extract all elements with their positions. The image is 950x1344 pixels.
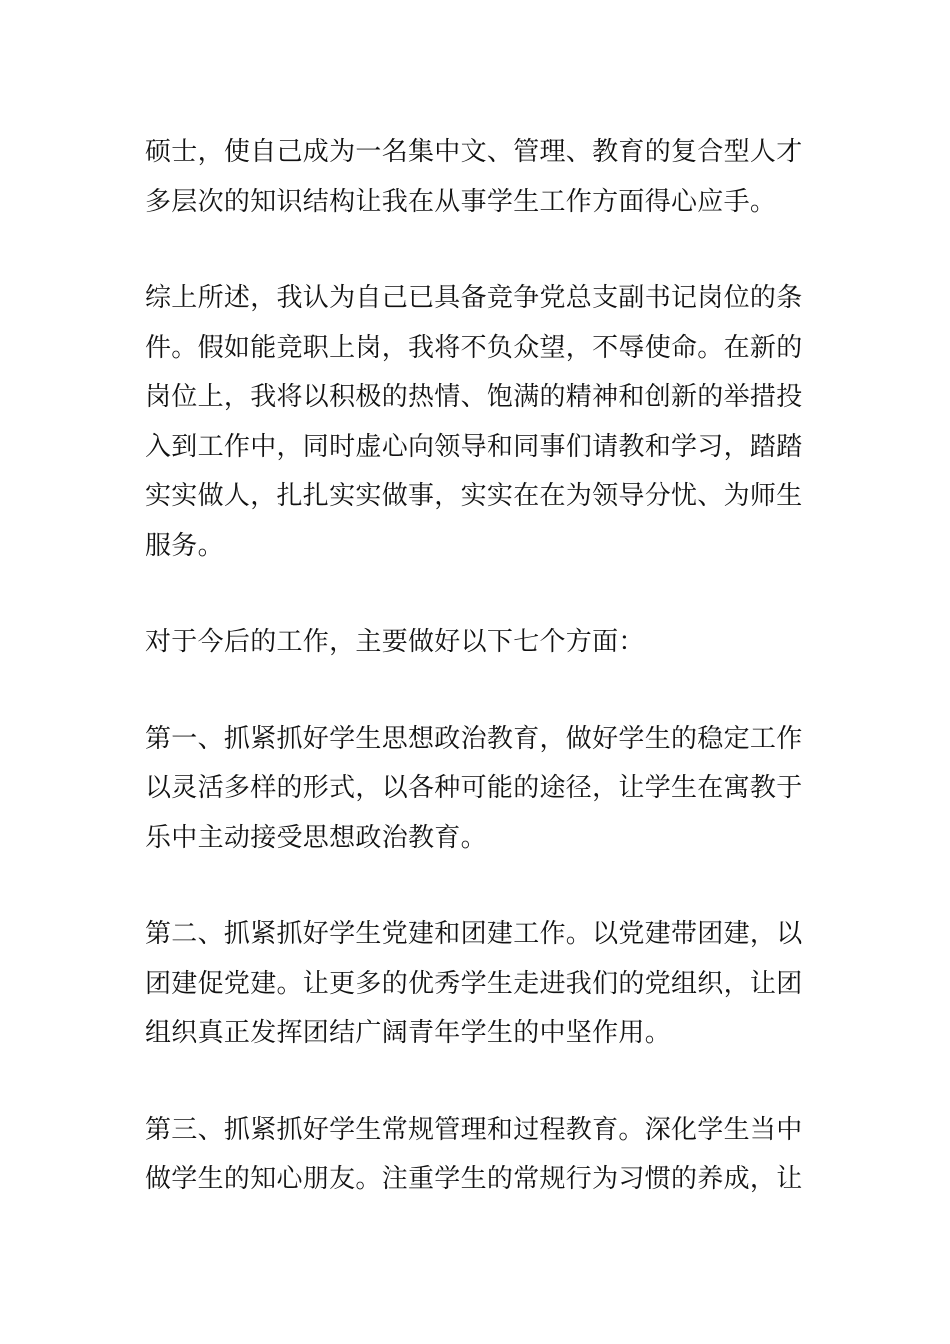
text-line: 乐中主动接受思想政治教育。 <box>145 822 487 853</box>
paragraph-qualifications <box>145 128 810 227</box>
paragraph-point-three <box>145 1106 810 1205</box>
text-line: 第一、抓紧抓好学生思想政治教育，做好学生的稳定工作 <box>145 723 803 754</box>
text-line: 实实做人，扎扎实实做事，实实在在为领导分忧、为师生 <box>145 481 803 511</box>
text-line: 团建促党建。让更多的优秀学生走进我们的党组织，让团 <box>145 968 803 999</box>
text-line: 件。假如能竞职上岗，我将不负众望，不辱使命。在新的 <box>145 332 803 363</box>
text-line: 多层次的知识结构让我在从事学生工作方面得心应手。 <box>145 186 777 217</box>
text-line: 第三、抓紧抓好学生常规管理和过程教育。深化学生当中 <box>145 1114 803 1145</box>
text-line: 硕士，使自己成为一名集中文、管理、教育的复合型人才 <box>145 137 803 167</box>
paragraph-intro-seven-aspects <box>145 618 810 668</box>
text-line: 岗位上，我将以积极的热情、饱满的精神和创新的举措投 <box>145 382 803 412</box>
text-line: 服务。 <box>145 530 224 561</box>
text-line: 组织真正发挥团结广阔青年学生的中坚作用。 <box>145 1018 672 1048</box>
text-line: 对于今后的工作，主要做好以下七个方面： <box>145 627 645 657</box>
paragraph-point-two <box>145 910 810 1059</box>
text-line: 做学生的知心朋友。注重学生的常规行为习惯的养成，让 <box>145 1164 803 1194</box>
text-line: 以灵活多样的形式，以各种可能的途径，让学生在寓教于 <box>145 773 803 803</box>
text-line: 综上所述，我认为自己已具备竞争党总支副书记岗位的条 <box>145 283 803 313</box>
paragraph-summary <box>145 274 810 571</box>
paragraph-point-one <box>145 715 810 864</box>
text-line: 第二、抓紧抓好学生党建和团建工作。以党建带团建，以 <box>145 919 803 949</box>
document-page <box>145 128 810 1252</box>
text-line: 入到工作中，同时虚心向领导和同事们请教和学习，踏踏 <box>145 431 803 462</box>
